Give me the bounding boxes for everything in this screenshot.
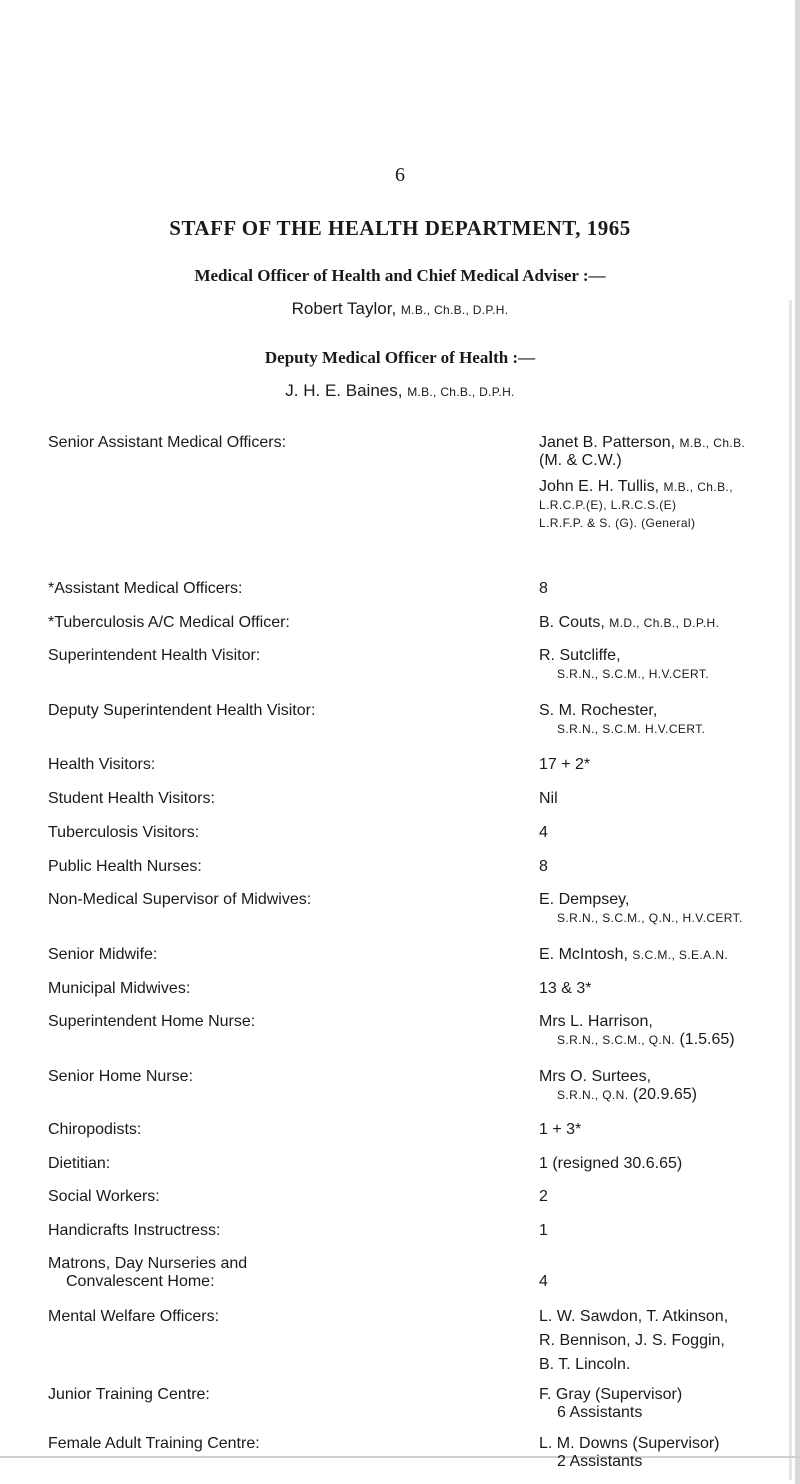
officer-names: R. Bennison, J. S. Foggin, <box>539 1332 725 1349</box>
supervisor: F. Gray (Supervisor) <box>539 1386 683 1403</box>
staff-label: Superintendent Health Visitor: <box>48 647 261 664</box>
staff-value <box>539 434 800 532</box>
officer-name: E. Dempsey, <box>539 891 630 908</box>
staff-value: 4 <box>539 824 548 841</box>
staff-label: Female Adult Training Centre: <box>48 1435 260 1452</box>
staff-label: Superintendent Home Nurse: <box>48 1013 256 1030</box>
officer-name: E. McIntosh, <box>539 946 633 963</box>
staff-value: 13 & 3* <box>539 980 592 997</box>
deputy-qualifications: M.B., Ch.B., D.P.H. <box>407 385 515 399</box>
deputy-name: J. H. E. Baines, <box>285 381 408 400</box>
officer-quals: S.R.N., S.C.M. H.V.CERT. <box>557 722 706 736</box>
staff-label: Public Health Nurses: <box>48 858 202 875</box>
staff-value <box>539 702 800 738</box>
staff-value <box>539 1305 800 1377</box>
officer-quals: S.C.M., S.E.A.N. <box>632 948 729 962</box>
deputy-heading: Deputy Medical Officer of Health :— <box>264 348 536 367</box>
staff-value: 1 + 3* <box>539 1121 582 1138</box>
staff-value <box>539 647 800 683</box>
staff-label: Dietitian: <box>48 1155 111 1172</box>
staff-label: *Tuberculosis A/C Medical Officer: <box>48 614 290 631</box>
appointment-date: (20.9.65) <box>628 1086 697 1103</box>
officer-name: S. M. Rochester, <box>539 702 658 719</box>
staff-value <box>539 891 800 927</box>
staff-label: Senior Assistant Medical Officers: <box>48 434 287 451</box>
staff-label: Handicrafts Instructress: <box>48 1222 221 1239</box>
officer-name: B. Couts, <box>539 614 610 631</box>
staff-value: 2 <box>539 1188 548 1205</box>
page-title: STAFF OF THE HEALTH DEPARTMENT, 1965 <box>169 216 631 240</box>
page-number: 6 <box>395 164 405 186</box>
officer-quals: S.R.N., S.C.M., H.V.CERT. <box>557 667 710 681</box>
staff-value: 1 (resigned 30.6.65) <box>539 1155 683 1172</box>
staff-label: Tuberculosis Visitors: <box>48 824 200 841</box>
officer-name: Janet B. Patterson, <box>539 434 680 451</box>
moh-qualifications: M.B., Ch.B., D.P.H. <box>400 303 509 317</box>
officer-quals: S.R.N., S.C.M., Q.N. <box>557 1033 676 1047</box>
officer-name: Mrs O. Surtees, <box>539 1068 652 1085</box>
officer-names: L. W. Sawdon, T. Atkinson, <box>539 1308 729 1325</box>
moh-name-line <box>0 299 800 319</box>
officer-names: B. T. Lincoln. <box>539 1356 631 1373</box>
staff-label: Non-Medical Supervisor of Midwives: <box>48 891 312 908</box>
assistants: 2 Assistants <box>557 1453 643 1470</box>
staff-value: 1 <box>539 1222 548 1239</box>
staff-value <box>539 1068 800 1104</box>
staff-label-line: Matrons, Day Nurseries and <box>48 1255 248 1272</box>
officer-quals: M.B., Ch.B., <box>663 480 733 494</box>
staff-label-line: Convalescent Home: <box>66 1273 215 1290</box>
staff-value: 17 + 2* <box>539 756 591 773</box>
staff-value <box>539 614 800 632</box>
officer-name: Mrs L. Harrison, <box>539 1013 653 1030</box>
staff-label: *Assistant Medical Officers: <box>48 580 243 597</box>
staff-label <box>48 1255 528 1291</box>
staff-value <box>539 1013 800 1049</box>
staff-label: Deputy Superintendent Health Visitor: <box>48 702 316 719</box>
staff-value: 4 <box>539 1273 548 1290</box>
officer-quals: S.R.N., Q.N. <box>557 1088 629 1102</box>
staff-label: Chiropodists: <box>48 1121 142 1138</box>
staff-label: Mental Welfare Officers: <box>48 1308 220 1325</box>
staff-value: 8 <box>539 580 548 597</box>
staff-label: Junior Training Centre: <box>48 1386 210 1403</box>
staff-value: 8 <box>539 858 548 875</box>
staff-label: Senior Midwife: <box>48 946 158 963</box>
staff-label: Senior Home Nurse: <box>48 1068 193 1085</box>
deputy-name-line <box>0 381 800 401</box>
moh-heading: Medical Officer of Health and Chief Medical Adviser :— <box>194 266 606 285</box>
assistants: 6 Assistants <box>557 1404 643 1421</box>
officer-quals: (M. & C.W.) <box>539 452 622 469</box>
staff-value <box>539 1386 800 1422</box>
appointment-date: (1.5.65) <box>675 1031 735 1048</box>
officer-quals: M.D., Ch.B., D.P.H. <box>609 616 720 630</box>
officer-name: R. Sutcliffe, <box>539 647 621 664</box>
staff-value <box>539 946 800 964</box>
staff-label: Student Health Visitors: <box>48 790 215 807</box>
moh-name: Robert Taylor, <box>291 299 401 318</box>
staff-label: Health Visitors: <box>48 756 156 773</box>
supervisor: L. M. Downs (Supervisor) <box>539 1435 720 1452</box>
staff-label: Municipal Midwives: <box>48 980 191 997</box>
officer-quals: S.R.N., S.C.M., Q.N., H.V.CERT. <box>557 911 743 925</box>
staff-label: Social Workers: <box>48 1188 160 1205</box>
officer-name: John E. H. Tullis, <box>539 478 664 495</box>
officer-quals: L.R.F.P. & S. (G). (General) <box>539 516 696 530</box>
officer-quals: M.B., Ch.B. <box>679 436 746 450</box>
staff-value <box>539 1435 800 1471</box>
officer-quals: L.R.C.P.(E), L.R.C.S.(E) <box>539 498 677 512</box>
staff-value: Nil <box>539 790 558 807</box>
